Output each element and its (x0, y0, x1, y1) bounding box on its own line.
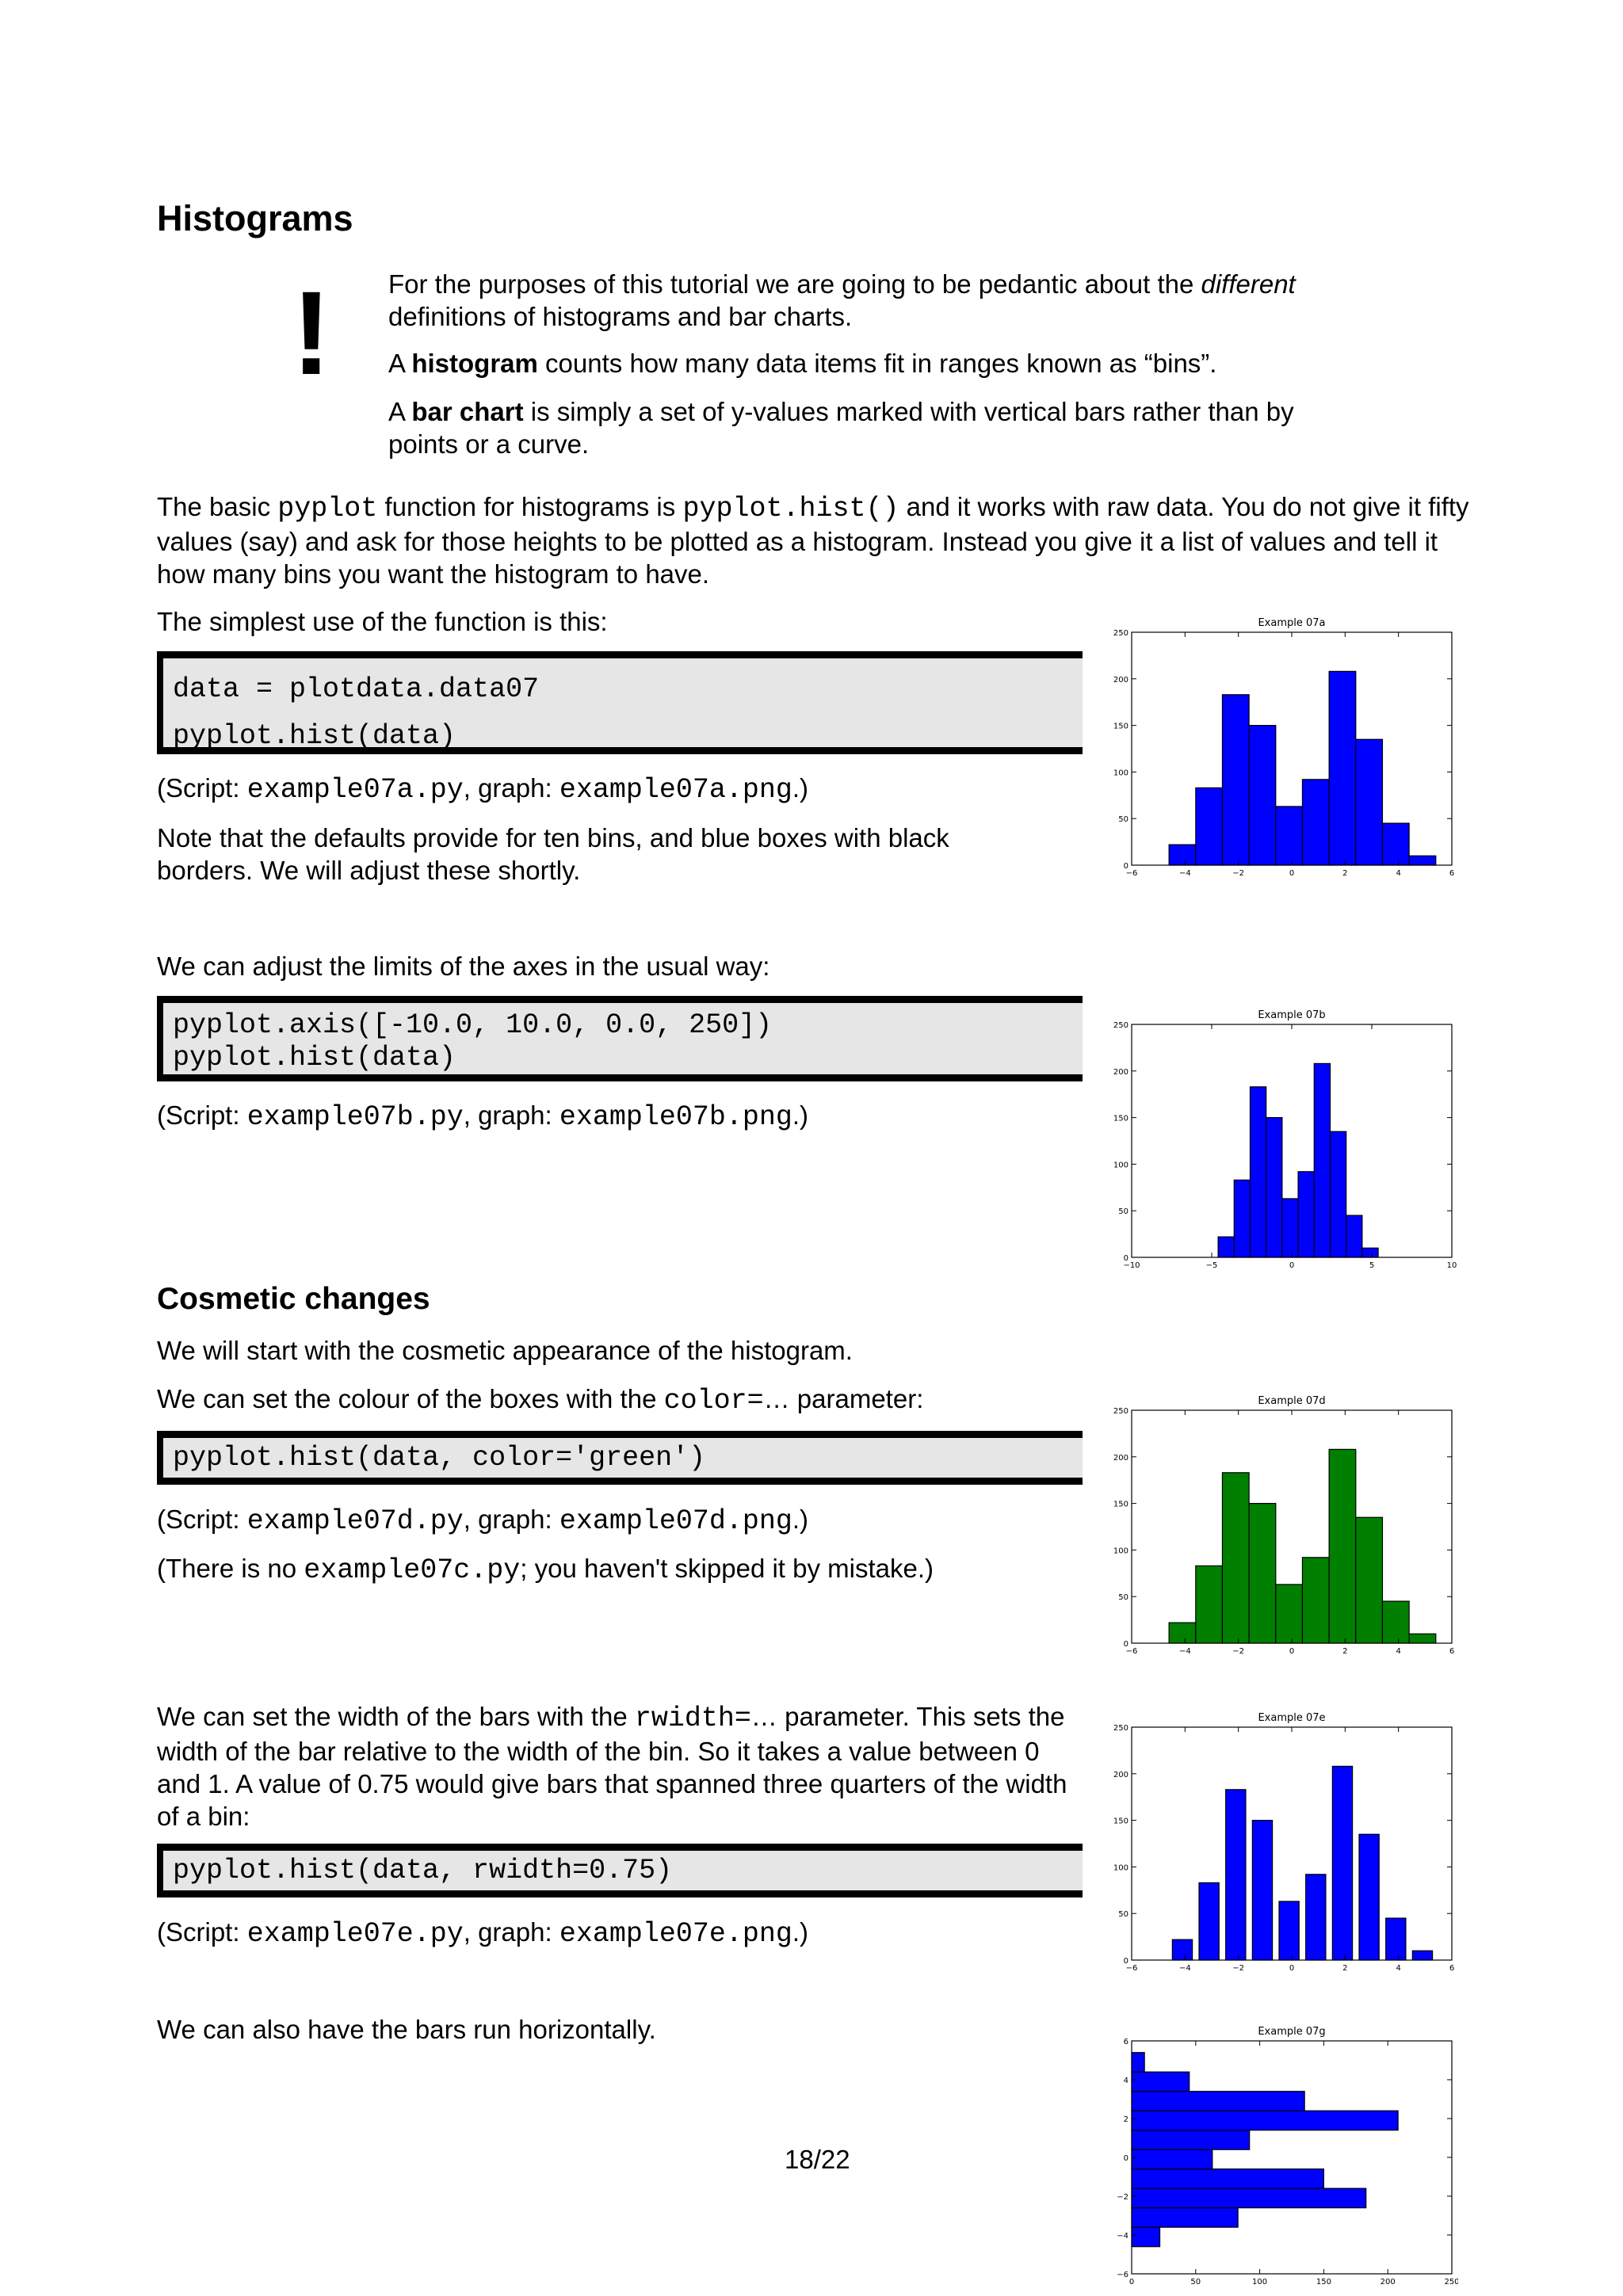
y-tick-label: −4 (1117, 2232, 1128, 2241)
x-tick-label: 100 (1252, 2278, 1268, 2286)
y-tick-label: 100 (1113, 1547, 1128, 1556)
simplest-use-text: The simplest use of the function is this: (157, 607, 608, 636)
histogram-chart-07d (1086, 1388, 1458, 1661)
warning-text: definitions of histograms and bar charts. (388, 302, 853, 331)
y-tick-label: 150 (1113, 1817, 1128, 1826)
x-tick-label: 5 (1369, 1261, 1375, 1270)
histogram-bar (1132, 2072, 1190, 2092)
histogram-bar (1132, 2092, 1304, 2111)
histogram-bar (1332, 1766, 1352, 1960)
histogram-bar (1132, 2208, 1238, 2228)
histogram-bar (1196, 788, 1223, 865)
x-tick-label: 4 (1396, 869, 1401, 878)
x-tick-label: 6 (1449, 869, 1455, 878)
warning-text: is simply a set of y-values marked with vertical bars rather than by points or a curve. (388, 397, 1294, 459)
script-filename: example07b.py (246, 1101, 464, 1133)
intro-text: and it works with raw data. You do not give it fifty values (say) and ask for those heights to be plotted as a histogram. Instead you give it a list of values and tell it how many bins you want the histogram to have. (157, 492, 1469, 589)
y-tick-label: 2 (1123, 2115, 1128, 2124)
histogram-bar (1132, 2053, 1144, 2073)
cosmetic-intro-text: We will start with the cosmetic appearance of the histogram. (157, 1336, 853, 1365)
inline-code: pyplot.hist() (682, 493, 899, 524)
caption-text: (Script: (157, 773, 247, 803)
intro-text: The basic (157, 492, 278, 521)
histogram-bar (1132, 2149, 1212, 2169)
y-tick-label: 50 (1118, 1910, 1128, 1920)
histogram-bar (1276, 1585, 1303, 1643)
intro-paragraph (157, 490, 1472, 590)
x-tick-label: −5 (1205, 1261, 1218, 1270)
y-tick-label: 200 (1113, 1067, 1128, 1077)
warning-text: A (388, 349, 412, 378)
y-tick-label: 250 (1113, 1021, 1128, 1030)
y-tick-label: 200 (1113, 1453, 1128, 1463)
histogram-bar (1362, 1248, 1378, 1257)
chart-title: Example 07b (1258, 1009, 1326, 1021)
x-tick-label: 150 (1316, 2278, 1331, 2286)
histogram-bar (1226, 1790, 1246, 1960)
y-tick-label: −6 (1117, 2271, 1128, 2279)
x-tick-label: 0 (1289, 869, 1295, 878)
x-tick-label: −2 (1232, 1647, 1245, 1656)
histogram-bar (1279, 1901, 1299, 1960)
adjust-limits-text: We can adjust the limits of the axes in the usual way: (157, 952, 770, 981)
x-tick-label: 0 (1289, 1964, 1295, 1973)
histogram-07g-svg (1086, 2019, 1458, 2288)
histogram-bar (1249, 726, 1276, 865)
y-tick-label: 50 (1118, 1207, 1128, 1217)
x-tick-label: −2 (1232, 869, 1245, 878)
x-tick-label: −6 (1125, 1647, 1138, 1656)
y-tick-label: 200 (1113, 1770, 1128, 1779)
warning-text: For the purposes of this tutorial we are going to be pedantic about the (388, 269, 1201, 299)
y-tick-label: 150 (1113, 1500, 1128, 1509)
body-text: … parameter: (763, 1384, 924, 1413)
code-line: data = plotdata.data07 (173, 673, 540, 705)
histogram-bar (1266, 1118, 1282, 1257)
histogram-bar (1409, 1634, 1436, 1643)
histogram-bar (1250, 1087, 1266, 1257)
histogram-bar (1412, 1951, 1432, 1960)
y-tick-label: 50 (1118, 815, 1128, 825)
graph-filename: example07a.png (559, 774, 792, 806)
histogram-bar (1132, 2111, 1398, 2130)
script-caption-a (157, 772, 808, 807)
y-tick-label: 6 (1123, 2038, 1128, 2046)
histogram-bar (1276, 807, 1303, 865)
page-number: 18/22 (785, 2145, 850, 2174)
x-tick-label: 4 (1396, 1647, 1401, 1656)
intro-text: function for histograms is (377, 492, 683, 521)
histogram-bar (1132, 2188, 1366, 2208)
graph-filename: example07b.png (559, 1101, 792, 1133)
caption-text: .) (792, 1100, 809, 1130)
code-block-d (157, 1431, 1083, 1485)
histogram-bar (1382, 1601, 1409, 1643)
code-line: pyplot.hist(data) (173, 1042, 456, 1074)
histogram-bar (1356, 739, 1383, 865)
x-tick-label: 0 (1128, 2278, 1135, 2286)
graph-filename: example07d.png (559, 1505, 792, 1537)
histogram-bar (1314, 1063, 1330, 1257)
x-tick-label: 0 (1289, 1647, 1295, 1656)
histogram-bar (1330, 1131, 1346, 1257)
histogram-bar (1329, 671, 1356, 865)
warning-paragraph-3 (388, 395, 1363, 460)
body-text: … parameter. This sets the width of the bar relative to the width of the bin. So it takes a value between 0 and 1. A value of 0.75 would give bars that spanned three quarters of the width of a bin: (157, 1702, 1067, 1831)
warning-paragraph-1 (388, 268, 1363, 333)
inline-code: rwidth= (634, 1703, 751, 1734)
histogram-bar (1382, 823, 1409, 865)
caption-text: , graph: (463, 1100, 559, 1130)
script-caption-d (157, 1503, 808, 1538)
caption-text: , graph: (463, 1917, 559, 1947)
warning-paragraph-2 (388, 347, 1363, 379)
histogram-chart-07a (1086, 610, 1458, 883)
script-caption-e (157, 1916, 808, 1951)
x-tick-label: 2 (1342, 1647, 1348, 1656)
rwidth-paragraph (157, 1700, 1068, 1833)
x-tick-label: −4 (1178, 1964, 1191, 1973)
histogram-bar (1302, 1558, 1329, 1643)
chart-title: Example 07a (1258, 617, 1326, 629)
defaults-note: Note that the defaults provide for ten bins, and blue boxes with black borders. We will adjust these shortly. (157, 823, 949, 885)
histogram-07b-svg (1086, 1002, 1458, 1272)
histogram-bar (1218, 1237, 1234, 1257)
histogram-07d-svg (1086, 1388, 1458, 1657)
histogram-bar (1172, 1939, 1192, 1960)
histogram-bar (1306, 1875, 1326, 1960)
inline-code: example07c.py (304, 1554, 521, 1586)
section-heading-cosmetic: Cosmetic changes (157, 1282, 430, 1316)
x-tick-label: 0 (1289, 1261, 1295, 1270)
x-tick-label: 250 (1444, 2278, 1458, 2286)
histogram-07a-svg (1086, 610, 1458, 879)
histogram-bar (1298, 1172, 1314, 1257)
code-block-e (157, 1844, 1083, 1897)
code-block-a (157, 651, 1083, 754)
caption-text: (Script: (157, 1505, 247, 1534)
caption-text: , graph: (463, 773, 559, 803)
warning-bold-term: histogram (411, 349, 538, 378)
histogram-bar (1222, 695, 1249, 865)
x-tick-label: 6 (1449, 1647, 1455, 1656)
caption-text: .) (792, 773, 809, 803)
histogram-bar (1196, 1566, 1223, 1643)
code-line: pyplot.hist(data, rwidth=0.75) (173, 1855, 673, 1886)
histogram-bar (1169, 1623, 1196, 1643)
histogram-chart-07b (1086, 1002, 1458, 1276)
histogram-bar (1132, 2130, 1250, 2150)
horizontal-text: We can also have the bars run horizontally. (157, 2015, 656, 2044)
y-tick-label: 100 (1113, 1863, 1128, 1873)
inline-code: color= (663, 1385, 764, 1417)
histogram-bar (1169, 845, 1196, 865)
y-tick-label: 50 (1118, 1593, 1128, 1603)
body-text: We can set the colour of the boxes with the (157, 1384, 664, 1413)
script-filename: example07d.py (246, 1505, 464, 1537)
caption-text: (Script: (157, 1100, 247, 1130)
caption-text: (Script: (157, 1917, 247, 1947)
x-tick-label: 10 (1446, 1261, 1457, 1270)
code-line: pyplot.hist(data, color='green') (173, 1442, 706, 1474)
x-tick-label: −10 (1123, 1261, 1140, 1270)
x-tick-label: −6 (1125, 1964, 1138, 1973)
y-tick-label: 0 (1123, 1254, 1128, 1263)
histogram-07e-svg (1086, 1705, 1458, 1974)
y-tick-label: 0 (1123, 862, 1128, 871)
histogram-bar (1359, 1834, 1379, 1960)
histogram-chart-07e (1086, 1705, 1458, 1978)
chart-title: Example 07g (1258, 2026, 1326, 2038)
caption-text: .) (792, 1505, 809, 1534)
body-text: (There is no (157, 1554, 304, 1583)
x-tick-label: 2 (1342, 869, 1348, 878)
histogram-bar (1199, 1882, 1219, 1960)
y-tick-label: 250 (1113, 629, 1128, 638)
y-tick-label: 100 (1113, 769, 1128, 778)
y-tick-label: 150 (1113, 1114, 1128, 1123)
chart-title: Example 07d (1258, 1395, 1326, 1407)
script-filename: example07a.py (246, 774, 464, 806)
x-tick-label: 50 (1190, 2278, 1201, 2286)
histogram-bar (1234, 1180, 1250, 1257)
histogram-bar (1132, 2169, 1323, 2189)
histogram-bar (1386, 1918, 1406, 1960)
histogram-bar (1222, 1473, 1249, 1643)
code-line: pyplot.hist(data) (173, 720, 456, 752)
body-text: ; you haven't skipped it by mistake.) (520, 1554, 934, 1583)
y-tick-label: 100 (1113, 1161, 1128, 1170)
warning-bold-term: bar chart (411, 397, 524, 426)
y-tick-label: 0 (1123, 1640, 1128, 1649)
code-block-b (157, 996, 1083, 1081)
y-tick-label: 250 (1113, 1724, 1128, 1733)
x-tick-label: −6 (1125, 869, 1138, 878)
x-tick-label: 4 (1396, 1964, 1401, 1973)
histogram-bar (1346, 1215, 1362, 1257)
script-filename: example07e.py (246, 1918, 464, 1950)
inline-code: pyplot (277, 493, 378, 524)
warning-emphasis: different (1201, 269, 1296, 299)
script-caption-b (157, 1099, 808, 1134)
body-text: We can set the width of the bars with the (157, 1702, 635, 1731)
caption-text: .) (792, 1917, 809, 1947)
histogram-bar (1132, 2227, 1160, 2247)
exclamation-icon: ! (292, 266, 331, 399)
warning-text: A (388, 397, 412, 426)
histogram-chart-07g (1086, 2019, 1458, 2292)
x-tick-label: −2 (1232, 1964, 1245, 1973)
warning-text: counts how many data items fit in ranges known as “bins”. (537, 349, 1217, 378)
histogram-bar (1282, 1199, 1298, 1257)
y-tick-label: 200 (1113, 675, 1128, 685)
y-tick-label: 0 (1123, 2154, 1128, 2163)
x-tick-label: 6 (1449, 1964, 1455, 1973)
y-tick-label: 150 (1113, 722, 1128, 731)
colour-text (157, 1383, 923, 1417)
histogram-bar (1409, 856, 1436, 865)
y-tick-label: 0 (1123, 1957, 1128, 1966)
y-tick-label: 250 (1113, 1407, 1128, 1416)
x-tick-label: 200 (1380, 2278, 1396, 2286)
histogram-bar (1252, 1821, 1272, 1960)
histogram-bar (1329, 1449, 1356, 1643)
y-tick-label: 4 (1123, 2077, 1128, 2085)
chart-title: Example 07e (1258, 1712, 1326, 1724)
page-title: Histograms (157, 198, 353, 238)
code-line: pyplot.axis([-10.0, 10.0, 0.0, 250]) (173, 1009, 773, 1041)
x-tick-label: −4 (1178, 1647, 1191, 1656)
x-tick-label: 2 (1342, 1964, 1348, 1973)
no-example-c-text (157, 1552, 934, 1587)
y-tick-label: −2 (1117, 2193, 1128, 2202)
graph-filename: example07e.png (559, 1918, 792, 1950)
histogram-bar (1302, 780, 1329, 865)
x-tick-label: −4 (1178, 869, 1191, 878)
caption-text: , graph: (463, 1505, 559, 1534)
histogram-bar (1249, 1504, 1276, 1643)
histogram-bar (1356, 1517, 1383, 1643)
